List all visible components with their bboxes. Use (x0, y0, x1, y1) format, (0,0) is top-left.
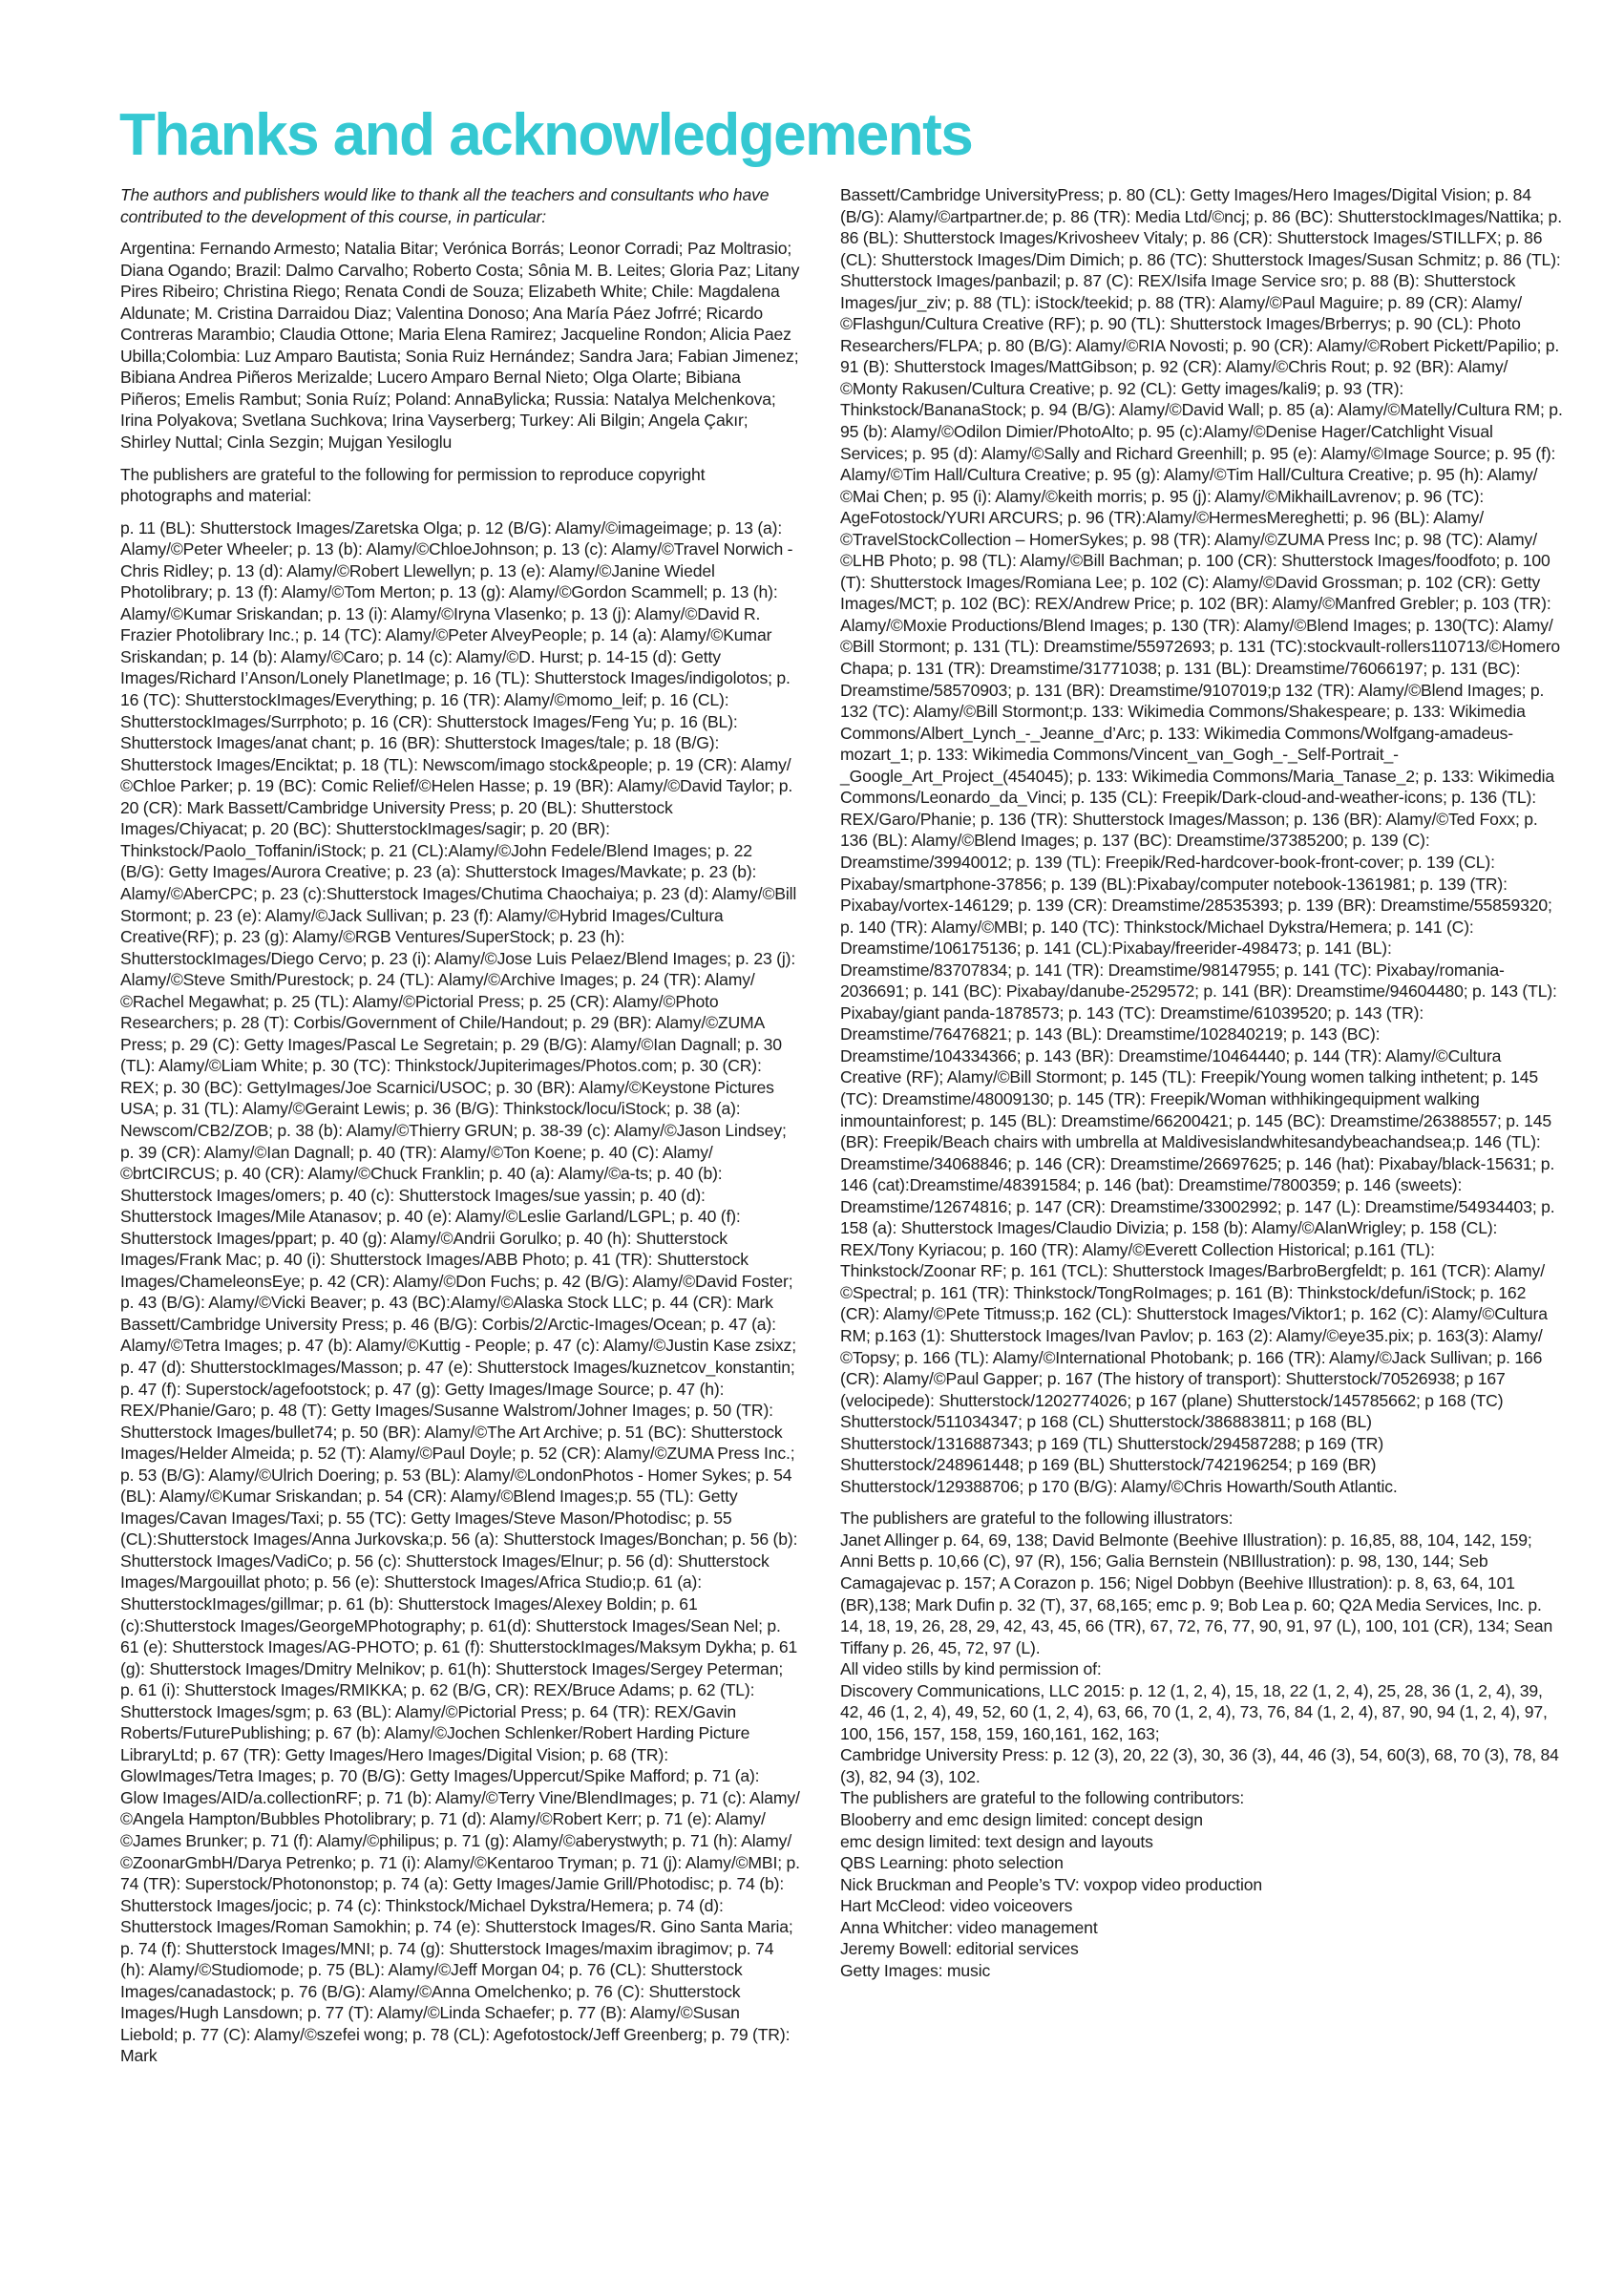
contributor-line: Nick Bruckman and People’s TV: voxpop video production (840, 1874, 1263, 1894)
left-column (120, 184, 800, 2067)
contributor-line: Getty Images: music (840, 1960, 991, 1980)
contributor-line: emc design limited: text design and layouts (840, 1831, 1153, 1851)
video-credit-cambridge: Cambridge University Press: p. 12 (3), 20, 22 (3), 30, 36 (3), 44, 46 (3), 54, 60(3), 68, 70 (3), 78, 84 (3), 82, 94 (3), 102. (840, 1745, 1559, 1786)
contributor-line: Jeremy Bowell: editorial services (840, 1939, 1079, 1959)
consultants-paragraph: Argentina: Fernando Armesto; Natalia Bitar; Verónica Borrás; Leonor Corradi; Paz Moltrasio; Diana Ogando; Brazil: Dalmo Carvalho; Roberto Costa; Sônia M. B. Leites; Gloria Paz; Litany Pires Ribeiro; Christina Riego; Renata Condi de Souza; Elizabeth White; Chile: Magdalena Aldunate; M. Cristina Darraidou Diaz; Valentina Donoso; Ana María Páez Jofrré; Ricardo Contreras Marambio; Claudia Ottone; Maria Elena Ramirez; Jacqueline Rondon; Alicia Paez Ubilla;Colombia: Luz Amparo Bautista; Sonia Ruiz Hernández; Sandra Jara; Fabian Jimenez; Bibiana Andrea Piñeros Merizalde; Lucero Amparo Bernal Nieto; Olga Olarte; Bibiana Piñeros; Emelis Rambut; Sonia Ruíz; Poland: AnnaBylicka; Russia: Natalya Melchenkova; Irina Polyakova; Svetlana Suchkova; Irina Vayserberg; Turkey: Ali Bilgin; Angela Çakır; Shirley Nuttal; Cinla Sezgin; Mujgan Yesiloglu (120, 239, 800, 453)
right-column (840, 184, 1564, 1981)
contributor-line: Anna Whitcher: video management (840, 1917, 1098, 1937)
intro-paragraph: The authors and publishers would like to thank all the teachers and consultants who have contributed to the development of this course, in particular: (120, 185, 770, 226)
contributors-heading: The publishers are grateful to the following contributors: (840, 1788, 1245, 1808)
video-stills-heading: All video stills by kind permission of: (840, 1659, 1102, 1679)
photo-credits-part2: Bassett/Cambridge UniversityPress; p. 80 (CL): Getty Images/Hero Images/Digital Vision; p. 84 (B/G): Alamy/©artpartner.de; p. 86 (TR): Media Ltd/©ncj; p. 86 (BC): ShutterstockImages/Nattika; p. 86 (BL): Shutterstock Images/Krivosheev Vitaly; p. 86 (CR): Shutterstock Images/STILLFX; p. 86 (CL): Shutterstock Images/Dim Dimich; p. 86 (TC): Shutterstock Images/Susan Schmitz; p. 86 (TL): Shutterstock Images/panbazil; p. 87 (C): REX/Isifa Image Service sro; p. 88 (B): Shutterstock Images/jur_ziv; p. 88 (TL): iStock/teekid; p. 88 (TR): Alamy/©Paul Maguire; p. 89 (CR): Alamy/©Flashgun/Cultura Creative (RF); p. 90 (TL): Shutterstock Images/Brberrys; p. 90 (CL): Photo Researchers/FLPA; p. 80 (B/G): Alamy/©RIA Novosti; p. 90 (CR): Alamy/©Robert Pickett/Papilio; p. 91 (B): Shutterstock Images/MattGibson; p. 92 (CR): Alamy/©Chris Rout; p. 92 (BR): Alamy/©Monty Rakusen/Cultura Creative; p. 92 (CL): Getty images/kali9; p. 93 (TR): Thinkstock/BananaStock; p. 94 (B/G): Alamy/©David Wall; p. 85 (a): Alamy/©Matelly/Cultura RM; p. 95 (b): Alamy/©Odilon Dimier/PhotoAlto; p. 95 (c):Alamy/©Denise Hager/Catchlight Visual Services; p. 95 (d): Alamy/©Sally and Richard Greenhill; p. 95 (e): Alamy/©Image Source; p. 95 (f): Alamy/©Tim Hall/Cultura Creative; p. 95 (g): Alamy/©Tim Hall/Cultura Creative; p. 95 (h): Alamy/©Mai Chen; p. 95 (i): Alamy/©keith morris; p. 95 (j): Alamy/©MikhailLavrenov; p. 96 (TC): AgeFotostock/YURI ARCURS; p. 96 (TR):Alamy/©HermesMereghetti; p. 96 (BL): Alamy/©TravelStockCollection – HomerSykes; p. 98 (TR): Alamy/©ZUMA Press Inc; p. 98 (TC): Alamy/©LHB Photo; p. 98 (TL): Alamy/©Bill Bachman; p. 100 (CR): Shutterstock Images/foodfoto; p. 100 (T): Shutterstock Images/Romiana Lee; p. 102 (C): Alamy/©David Grossman; p. 102 (CR): Getty Images/MCT; p. 102 (BC): REX/Andrew Price; p. 102 (BR): Alamy/©Manfred Grebler; p. 103 (TR): Alamy/©Moxie Productions/Blend Images; p. 130 (TR): Alamy/©Blend Images; p. 130(TC): Alamy/©Bill Stormont; p. 131 (TL): Dreamstime/55972693; p. 131 (TC):stockvault-rollers110713/©Homero Chapa; p. 131 (TR): Dreamstime/31771038; p. 131 (BL): Dreamstime/76066197; p. 131 (BC): Dreamstime/58570903; p. 131 (BR): Dreamstime/9107019;p 132 (TR): Alamy/©Blend Images; p. 132 (TC): Alamy/©Bill Stormont;p. 133: Wikimedia Commons/Shakespeare; p. 133: Wikimedia Commons/Albert_Lynch_-_Jeanne_d’Arc; p. 133: Wikimedia Commons/Wolfgang-amadeus-mozart_1; p. 133: Wikimedia Commons/Vincent_van_Gogh_-_Self-Portrait_-_Google_Art_Project_(454045); p. 133: Wikimedia Commons/Maria_Tanase_2; p. 133: Wikimedia Commons/Leonardo_da_Vinci; p. 135 (CL): Freepik/Dark-cloud-and-weather-icons; p. 136 (TL): REX/Garo/Phanie; p. 136 (TR): Shutterstock Images/Masson; p. 136 (BR): Alamy/©Ted Foxx; p. 136 (BL): Alamy/©Blend Images; p. 137 (BC): Dreamstime/37385200; p. 139 (C): Dreamstime/39940012; p. 139 (TL): Freepik/Red-hardcover-book-front-cover; p. 139 (CL): Pixabay/smartphone-37856; p. 139 (BL):Pixabay/computer notebook-1361981; p. 139 (TR): Pixabay/vortex-146129; p. 139 (CR): Dreamstime/28535393; p. 139 (BR): Dreamstime/55859320; p. 140 (TR): Alamy/©MBI; p. 140 (TC): Thinkstock/Michael Dykstra/Hemera; p. 141 (C): Dreamstime/106175136; p. 141 (CL):Pixabay/freerider-498473; p. 141 (BL): Dreamstime/83707834; p. 141 (TR): Dreamstime/98147955; p. 141 (TC): Pixabay/romania-2036691; p. 141 (BC): Pixabay/danube-2529572; p. 141 (BR): Dreamstime/94604480; p. 143 (TL): Pixabay/giant panda-1878573; p. 143 (TC): Dreamstime/61039520; p. 143 (TR): Dreamstime/76476821; p. 143 (BL): Dreamstime/102840219; p. 143 (BC): Dreamstime/104334366; p. 143 (BR): Dreamstime/10464440; p. 144 (TR): Alamy/©Cultura Creative (RF); Alamy/©Bill Stormont; p. 145 (TL): Freepik/Young women talking inthetent; p. 145 (TC): Dreamstime/48009130; p. 145 (TR): Freepik/Woman withhikingequipment walking inmountainforest; p. 145 (BL): Dreamstime/66200421; p. 145 (BC): Dreamstime/26388557; p. 145 (BR): Freepik/Beach chairs with umbrella at Maldivesislandwhitesandybeachandsea;p. 146 (TL): Dreamstime/34068846; p. 146 (CR): Dreamstime/26697625; p. 146 (hat): Pixabay/black-15631; p. 146 (cat):Dreamstime/48391584; p. 146 (bat): Dreamstime/7800359; p. 146 (sweets): Dreamstime/12674816; p. 147 (CR): Dreamstime/33002992; p. 147 (L): Dreamstime/54934403; p. 158 (a): Shutterstock Images/Claudio Divizia; p. 158 (b): Alamy/©AlanWrigley; p. 158 (CL): REX/Tony Kyriacou; p. 160 (TR): Alamy/©Everett Collection Historical; p.161 (TL): Thinkstock/Zoonar RF; p. 161 (TCL): Shutterstock Images/BarbroBergfeldt; p. 161 (TCR): Alamy/©Spectral; p. 161 (TR): Thinkstock/TongRoImages; p. 161 (B): Thinkstock/defun/iStock; p. 162 (CR): Alamy/©Pete Titmuss;p. 162 (CL): Shutterstock Images/Viktor1; p. 162 (C): Alamy/©Cultura RM; p.163 (1): Shutterstock Images/Ivan Pavlov; p. 163 (2): Alamy/©eye35.pix; p. 163(3): Alamy/©Topsy; p. 166 (TL): Alamy/©International Photobank; p. 166 (TR): Alamy/©Jack Sullivan; p. 166 (CR): Alamy/©Paul Gapper; p. 167 (The history of transport): Shutterstock/70526938; p 167 (velocipede): Shutterstock/1202774026; p 167 (plane) Shutterstock/145785662; p 168 (TC) Shutterstock/511034347; p 168 (CL) Shutterstock/386883811; p 168 (BL) Shutterstock/1316887343; p 169 (TL) Shutterstock/294587288; p 169 (TR) Shutterstock/248961448; p 169 (BL) Shutterstock/742196254; p 169 (BR) Shutterstock/129388706; p 170 (B/G): Alamy/©Chris Howarth/South Atlantic. (840, 185, 1563, 1496)
photo-credits-part1: p. 11 (BL): Shutterstock Images/Zaretska Olga; p. 12 (B/G): Alamy/©imageimage; p. 13 (a): Alamy/©Peter Wheeler; p. 13 (b): Alamy/©ChloeJohnson; p. 13 (c): Alamy/©Travel Norwich - Chris Ridley; p. 13 (d): Alamy/©Robert Llewellyn; p. 13 (e): Alamy/©Janine Wiedel Photolibrary; p. 13 (f): Alamy/©Tom Merton; p. 13 (g): Alamy/©Gordon Scammell; p. 13 (h): Alamy/©Kumar Sriskandan; p. 13 (i): Alamy/©Iryna Vlasenko; p. 13 (j): Alamy/©David R. Frazier Photolibrary Inc.; p. 14 (TC): Alamy/©Peter AlveyPeople; p. 14 (a): Alamy/©Kumar Sriskandan; p. 14 (b): Alamy/©Caro; p. 14 (c): Alamy/©D. Hurst; p. 14-15 (d): Getty Images/Richard I’Anson/Lonely PlanetImage; p. 16 (TL): Shutterstock Images/indigolotos; p. 16 (TC): ShutterstockImages/Everything; p. 16 (TR): Alamy/©momo_leif; p. 16 (CL): ShutterstockImages/Surrphoto; p. 16 (CR): Shutterstock Images/Feng Yu; p. 16 (BL): Shutterstock Images/anat chant; p. 16 (BR): Shutterstock Images/tale; p. 18 (B/G): Shutterstock Images/Enciktat; p. 18 (TL): Newscom/imago stock&people; p. 19 (CR): Alamy/©Chloe Parker; p. 19 (BC): Comic Relief/©Helen Hasse; p. 19 (BR): Alamy/©David Taylor; p. 20 (CR): Mark Bassett/Cambridge University Press; p. 20 (BL): Shutterstock Images/Chiyacat; p. 20 (BC): ShutterstockImages/sagir; p. 20 (BR): Thinkstock/Paolo_Toffanin/iStock; p. 21 (CL):Alamy/©John Fedele/Blend Images; p. 22 (B/G): Getty Images/Aurora Creative; p. 23 (a): Shutterstock Images/Mavkate; p. 23 (b): Alamy/©AberCPC; p. 23 (c):Shutterstock Images/Chutima Chaochaiya; p. 23 (d): Alamy/©Bill Stormont; p. 23 (e): Alamy/©Jack Sullivan; p. 23 (f): Alamy/©Hybrid Images/Cultura Creative(RF); p. 23 (g): Alamy/©RGB Ventures/SuperStock; p. 23 (h): ShutterstockImages/Diego Cervo; p. 23 (i): Alamy/©Jose Luis Pelaez/Blend Images; p. 23 (j): Alamy/©Steve Smith/Purestock; p. 24 (TL): Alamy/©Archive Images; p. 24 (TR): Alamy/©Rachel Megawhat; p. 25 (TL): Alamy/©Pictorial Press; p. 25 (CR): Alamy/©Photo Researchers; p. 28 (T): Corbis/Government of Chile/Handout; p. 29 (BR): Alamy/©ZUMA Press; p. 29 (C): Getty Images/Pascal Le Segretain; p. 29 (B/G): Alamy/©Ian Dagnall; p. 30 (TL): Alamy/©Liam White; p. 30 (TC): Thinkstock/Jupiterimages/Photos.com; p. 30 (CR): REX; p. 30 (BC): GettyImages/Joe Scarnici/USOC; p. 30 (BR): Alamy/©Keystone Pictures USA; p. 31 (TL): Alamy/©Geraint Lewis; p. 36 (B/G): Thinkstock/locu/iStock; p. 38 (a): Newscom/CB2/ZOB; p. 38 (b): Alamy/©Thierry GRUN; p. 38-39 (c): Alamy/©Jason Lindsey; p. 39 (CR): Alamy/©Ian Dagnall; p. 40 (TR): Alamy/©Ton Koene; p. 40 (C): Alamy/©brtCIRCUS; p. 40 (CR): Alamy/©Chuck Franklin; p. 40 (a): Alamy/©a-ts; p. 40 (b): Shutterstock Images/omers; p. 40 (c): Shutterstock Images/sue yassin; p. 40 (d): Shutterstock Images/Mile Atanasov; p. 40 (e): Alamy/©Leslie Garland/LGPL; p. 40 (f): Shutterstock Images/ppart; p. 40 (g): Alamy/©Andrii Gorulko; p. 40 (h): Shutterstock Images/Frank Mac; p. 40 (i): Shutterstock Images/ABB Photo; p. 41 (TR): Shutterstock Images/ChameleonsEye; p. 42 (CR): Alamy/©Don Fuchs; p. 42 (B/G): Alamy/©David Foster; p. 43 (B/G): Alamy/©Vicki Beaver; p. 43 (BC):Alamy/©Alaska Stock LLC; p. 44 (CR): Mark Bassett/Cambridge University Press; p. 46 (B/G): Corbis/2/Arctic-Images/Ocean; p. 47 (a): Alamy/©Tetra Images; p. 47 (b): Alamy/©Kuttig - People; p. 47 (c): Alamy/©Justin Kase zsixz; p. 47 (d): ShutterstockImages/Masson; p. 47 (e): Shutterstock Images/kuznetcov_konstantin; p. 47 (f): Superstock/agefootstock; p. 47 (g): Getty Images/Image Source; p. 47 (h): REX/Phanie/Garo; p. 48 (T): Getty Images/Susanne Walstrom/Johner Images; p. 50 (TR): Shutterstock Images/bullet74; p. 50 (BR): Alamy/©The Art Archive; p. 51 (BC): Shutterstock Images/Helder Almeida; p. 52 (T): Alamy/©Paul Doyle; p. 52 (CR): Alamy/©ZUMA Press Inc.; p. 53 (B/G): Alamy/©Ulrich Doering; p. 53 (BL): Alamy/©LondonPhotos - Homer Sykes; p. 54 (BL): Alamy/©Kumar Sriskandan; p. 54 (CR): Alamy/©Blend Images;p. 55 (TL): Getty Images/Cavan Images/Taxi; p. 55 (TC): Getty Images/Steve Mason/Photodisc; p. 55 (CL):Shutterstock Images/Anna Jurkovska;p. 56 (a): Shutterstock Images/Bonchan; p. 56 (b): Shutterstock Images/VadiCo; p. 56 (c): Shutterstock Images/Elnur; p. 56 (d): Shutterstock Images/Margouillat photo; p. 56 (e): Shutterstock Images/Africa Studio;p. 61 (a): ShutterstockImages/gillmar; p. 61 (b): Shutterstock Images/Alexey Boldin; p. 61 (c):Shutterstock Images/GeorgeMPhotography; p. 61(d): Shutterstock Images/Sean Nel; p. 61 (e): Shutterstock Images/AG-PHOTO; p. 61 (f): ShutterstockImages/Maksym Dykha; p. 61 (g): Shutterstock Images/Dmitry Melnikov; p. 61(h): Shutterstock Images/Sergey Peterman; p. 61 (i): Shutterstock Images/RMIKKA; p. 62 (B/G, CR): REX/Bruce Adams; p. 62 (TL): Shutterstock Images/sgm; p. 63 (BL): Alamy/©Pictorial Press; p. 64 (TR): REX/Gavin Roberts/FuturePublishing; p. 67 (b): Alamy/©Jochen Schlenker/Robert Harding Picture LibraryLtd; p. 67 (TR): Getty Images/Hero Images/Digital Vision; p. 68 (TR): GlowImages/Tetra Images; p. 70 (B/G): Getty Images/Uppercut/Spike Mafford; p. 71 (a): Glow Images/AID/a.collectionRF; p. 71 (b): Alamy/©Terry Vine/BlendImages; p. 71 (c): Alamy/©Angela Hampton/Bubbles Photolibrary; p. 71 (d): Alamy/©Robert Kerr; p. 71 (e): Alamy/©James Brunker; p. 71 (f): Alamy/©philipus; p. 71 (g): Alamy/©aberystwyth; p. 71 (h): Alamy/©ZoonarGmbH/Darya Petrenko; p. 71 (i): Alamy/©Kentaroo Tryman; p. 71 (j): Alamy/©MBI; p. 74 (TR): Superstock/Photononstop; p. 74 (a): Getty Images/Jamie Grill/Photodisc; p. 74 (b): Shutterstock Images/jocic; p. 74 (c): Thinkstock/Michael Dykstra/Hemera; p. 74 (d): Shutterstock Images/Roman Samokhin; p. 74 (e): Shutterstock Images/R. Gino Santa Maria; p. 74 (f): Shutterstock Images/MNI; p. 74 (g): Shutterstock Images/maxim ibragimov; p. 74 (h): Alamy/©Studiomode; p. 75 (BL): Alamy/©Jeff Morgan 04; p. 76 (CL): Shutterstock Images/canadastock; p. 76 (B/G): Alamy/©Anna Omelchenko; p. 76 (C): Shutterstock Images/Hugh Lansdown; p. 77 (T): Alamy/©Linda Schaefer; p. 77 (B): Alamy/©Susan Liebold; p. 77 (C): Alamy/©szefei wong; p. 78 (CL): Agefotostock/Jeff Greenberg; p. 79 (TR): Mark (120, 517, 800, 2066)
contributor-line: Hart McCleod: video voiceovers (840, 1896, 1073, 1916)
illustrators-paragraph: Janet Allinger p. 64, 69, 138; David Belmonte (Beehive Illustration): p. 16,85, 88, 104, 142, 159; Anni Betts p. 10,66 (C), 97 (R), 156; Galia Bernstein (NBIllustration): p. 98, 130, 144; Seb Camagajevac p. 157; A Corazon p. 156; Nigel Dobbyn (Beehive Illustration): p. 8, 63, 64, 101 (BR),138; Mark Dufin p. 32 (T), 37, 68,165; emc p. 9; Bob Lea p. 60; Q2A Media Services, Inc. p. 14, 18, 19, 26, 28, 29, 42, 43, 45, 66 (TR), 67, 72, 76, 77, 90, 91, 97 (L), 100, 101 (CR), 134; Sean Tiffany p. 26, 45, 72, 97 (L). (840, 1529, 1553, 1657)
contributor-line: QBS Learning: photo selection (840, 1853, 1064, 1873)
video-credit-discovery: Discovery Communications, LLC 2015: p. 12 (1, 2, 4), 15, 18, 22 (1, 2, 4), 25, 28, 36 (1, 2, 4), 39, 42, 46 (1, 2, 4), 49, 52, 60 (1, 2, 4), 63, 66, 70 (1, 2, 4), 73, 76, 84 (1, 2, 4), 87, 90, 94 (1, 2, 4), 97, 100, 156, 157, 158, 159, 160,161, 162, 163; (840, 1680, 1548, 1743)
permissions-heading: The publishers are grateful to the following for permission to reproduce copyright photographs and material: (120, 464, 706, 506)
two-column-text-area (120, 184, 1564, 2067)
illustrators-heading: The publishers are grateful to the following illustrators: (840, 1508, 1234, 1529)
contributor-line: Blooberry and emc design limited: concept design (840, 1810, 1203, 1830)
page-title: Thanks and acknowledgements (119, 102, 973, 168)
